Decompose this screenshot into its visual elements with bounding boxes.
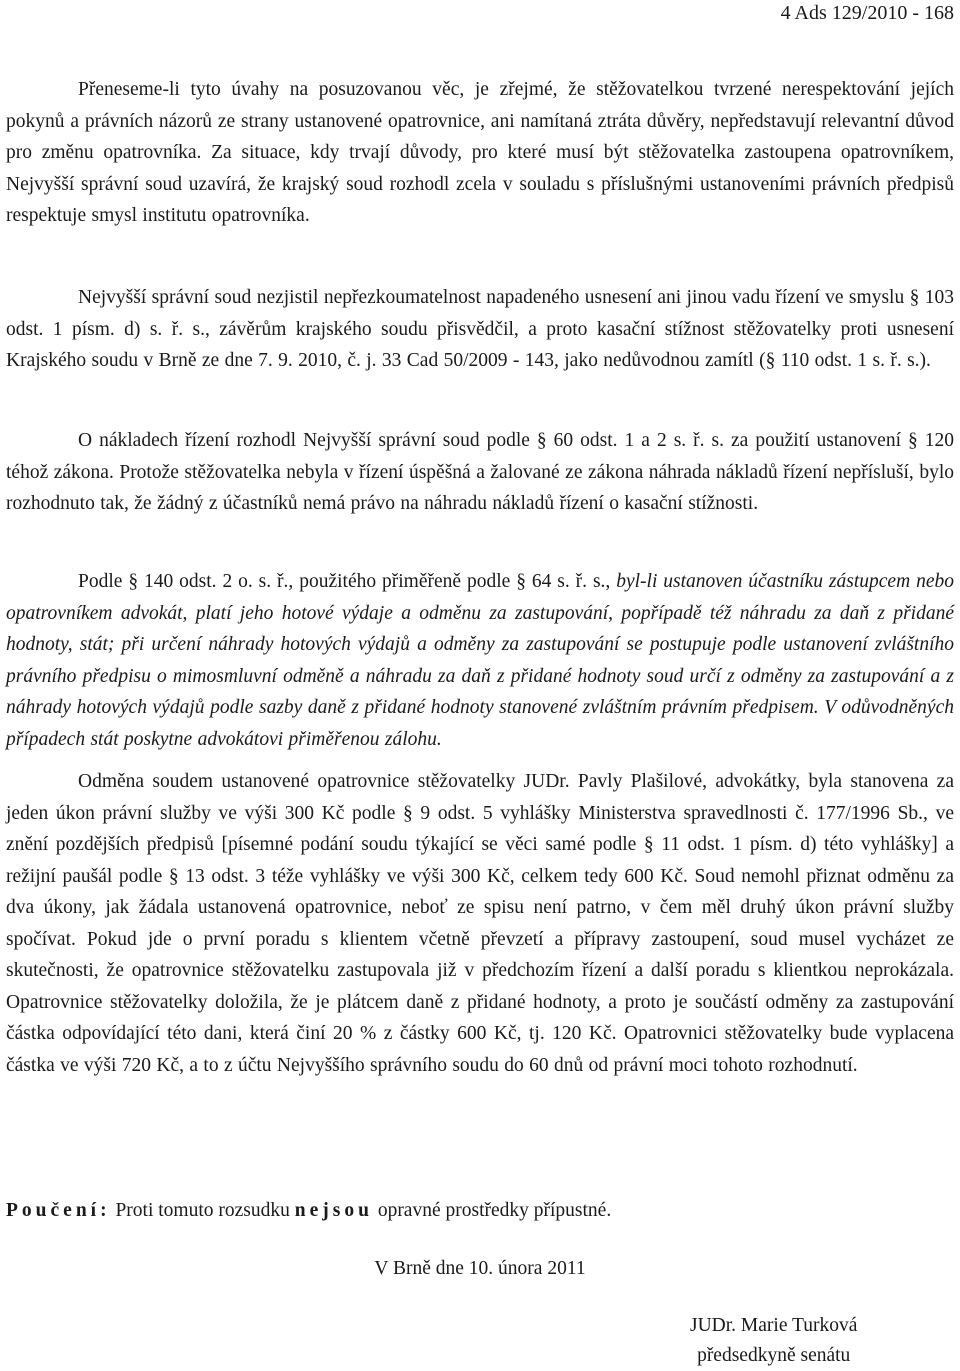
paragraph-5 xyxy=(6,766,954,1081)
signature-block xyxy=(690,1311,857,1371)
paragraph-1-text: Přeneseme-li tyto úvahy na posuzovanou věc, je zřejmé, že stěžovatelkou tvrzené nerespektování jejích pokynů a právních názorů ze strany ustanovené opatrovnice, ani namítaná ztráta důvěry, nepředstavují relevantní důvod pro změnu opatrovníka. Za situace, kdy trvají důvody, pro které musí být stěžovatelka zastoupena opatrovníkem, Nejvyšší správní soud uzavírá, že krajský soud rozhodl zcela v souladu s příslušnými ustanoveními právních předpisů respektuje smysl institutu opatrovníka. xyxy=(6,79,954,226)
paragraph-3-text: O nákladech řízení rozhodl Nejvyšší správní soud podle § 60 odst. 1 a 2 s. ř. s. za použití ustanovení § 120 téhož zákona. Protože stěžovatelka nebyla v řízení úspěšná a žalované ze zákona náhrada nákladů řízení nepřísluší, bylo rozhodnuto tak, že žádný z účastníků nemá právo na náhradu nákladů řízení o kasační stížnosti. xyxy=(6,430,954,514)
signature-name: JUDr. Marie Turková xyxy=(690,1315,858,1336)
paragraph-4-quote: byl-li ustanoven účastníku zástupcem nebo opatrovníkem advokát, platí jeho hotové výdaje a odměnu za zastupování, popřípadě též náhradu za daň z přidané hodnoty, stát; při určení náhrady hotových výdajů a odměny za zastupování se postupuje podle ustanovení zvláštního právního předpisu o mimosmluvní odměně a náhradu za daň z přidané hodnoty soud určí z odměny za zastupování a z náhrady hotových výdajů podle sazby daně z přidané hodnoty stanovené zvláštním právním předpisem. V odůvodněných případech stát poskytne advokátovi přiměřenou zálohu. xyxy=(6,571,954,750)
instruction-line xyxy=(6,1195,954,1226)
paragraph-4 xyxy=(6,566,954,755)
instruction-label: Poučení: xyxy=(6,1200,111,1221)
paragraph-5-text: Odměna soudem ustanovené opatrovnice stěžovatelky JUDr. Pavly Plašilové, advokátky, byla stanovena za jeden úkon právní služby ve výši 300 Kč podle § 9 odst. 5 vyhlášky Ministerstva spravedlnosti č. 177/1996 Sb., ve znění pozdějších předpisů [písemné podání soudu týkající se věci samé podle § 11 odst. 1 písm. d) této vyhlášky] a režijní paušál podle § 13 odst. 3 téže vyhlášky ve výši 300 Kč, celkem tedy 600 Kč. Soud nemohl přiznat odměnu za dva úkony, jak žádala ustanovená opatrovnice, neboť ze spisu není patrno, v čem měl druhý úkon právní služby spočívat. Pokud jde o první poradu s klientem včetně převzetí a přípravy zastoupení, soud musel vycházet ze skutečnosti, že opatrovnice stěžovatelku zastupovala již v předchozím řízení a další poradu s klientkou neprokázala. Opatrovnice stěžovatelky doložila, že je plátcem daně z přidané hodnoty, a proto je součástí odměny za zastupování částka odpovídající této dani, která činí 20 % z částky 600 Kč, tj. 120 Kč. Opatrovnici stěžovatelky bude vyplacena částka ve výši 720 Kč, a to z účtu Nejvyššího správního soudu do 60 dnů od právní moci tohoto rozhodnutí. xyxy=(6,771,954,1076)
case-reference: 4 Ads 129/2010 - 168 xyxy=(780,2,954,24)
paragraph-3 xyxy=(6,425,954,520)
instruction-text-before: Proti tomuto rozsudku xyxy=(110,1200,295,1221)
paragraph-4-lead: Podle § 140 odst. 2 o. s. ř., použitého přiměřeně podle § 64 s. ř. s., xyxy=(78,571,617,592)
signature-role: předsedkyně senátu xyxy=(697,1345,851,1366)
paragraph-1 xyxy=(6,74,954,232)
paragraph-2-text: Nejvyšší správní soud nezjistil nepřezkoumatelnost napadeného usnesení ani jinou vadu řízení ve smyslu § 103 odst. 1 písm. d) s. ř. s., závěrům krajského soudu přisvědčil, a proto kasační stížnost stěžovatelky proti usnesení Krajského soudu v Brně ze dne 7. 9. 2010, č. j. 33 Cad 50/2009 - 143, jako nedůvodnou zamítl (§ 110 odst. 1 s. ř. s.). xyxy=(6,287,954,371)
instruction-emphasis: nejsou xyxy=(294,1200,373,1221)
place-date: V Brně dne 10. února 2011 xyxy=(374,1258,586,1279)
paragraph-2 xyxy=(6,282,954,377)
instruction-text-after: opravné prostředky přípustné. xyxy=(372,1200,612,1221)
